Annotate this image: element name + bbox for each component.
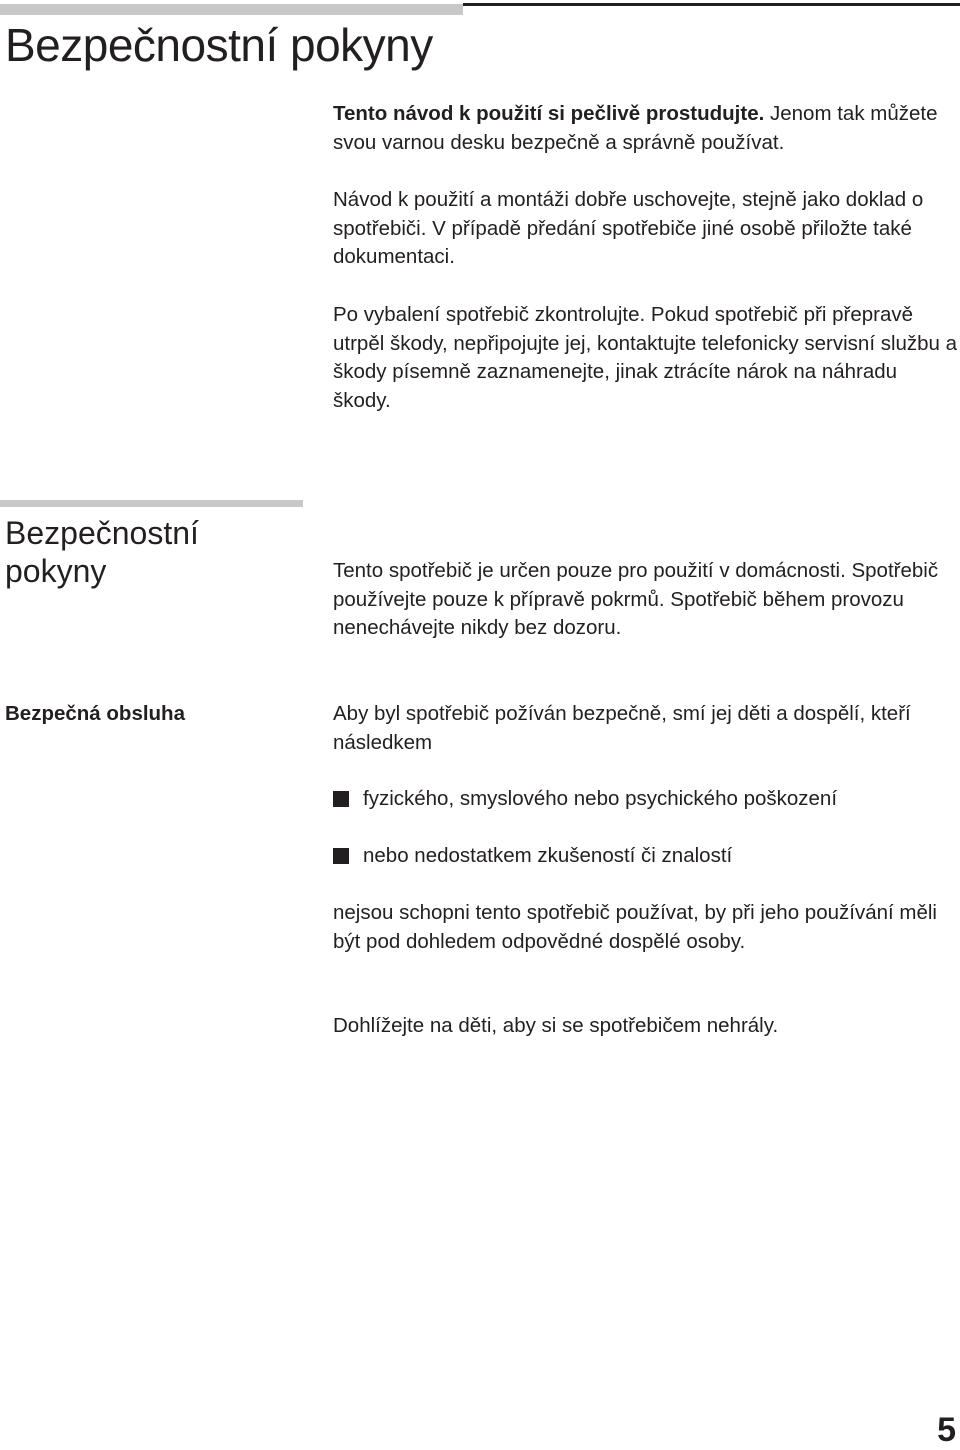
bullet-item xyxy=(333,842,732,870)
safe-operation-label: Bezpečná obsluha xyxy=(5,702,185,725)
square-bullet-icon xyxy=(333,791,349,807)
page-title: Bezpečnostní pokyny xyxy=(5,19,433,71)
header-rule-gray xyxy=(0,4,463,15)
intro-paragraph-2: Návod k použití a montáži dobře uschovejte, stejně jako doklad o spotřebiči. V případě předání spotřebiče jiné osobě přiložte také dokumentaci. xyxy=(333,188,924,268)
bullet-text: nebo nedostatkem zkušeností či znalostí xyxy=(363,844,733,867)
safe-operation-paragraph-3: Dohlížejte na děti, aby si se spotřebičem nehrály. xyxy=(333,1014,779,1037)
safe-operation-paragraph-2: nejsou schopni tento spotřebič používat, by při jeho používání měli být pod dohledem odpovědné dospělé osoby. xyxy=(333,901,937,953)
square-bullet-icon xyxy=(333,848,349,864)
bullet-text: fyzického, smyslového nebo psychického poškození xyxy=(363,787,838,810)
intro-rest-text: Jenom tak můžete svou varnou desku bezpečně a správně používat. xyxy=(333,102,938,154)
section-rule xyxy=(0,500,303,507)
safe-operation-paragraph-1: Aby byl spotřebič požíván bezpečně, smí jej děti a dospělí, kteří následkem xyxy=(333,702,911,754)
section-heading: Bezpečnostní pokyny xyxy=(5,515,199,589)
intro-paragraph-1 xyxy=(333,100,958,157)
page-number: 5 xyxy=(937,1411,956,1449)
intro-paragraph-3: Po vybalení spotřebič zkontrolujte. Pokud spotřebič při přepravě utrpěl škody, nepřipojujte jej, kontaktujte telefonicky servisní službu a škody písemně zaznamenejte, jinak ztrácíte nárok na náhradu škody. xyxy=(333,303,958,412)
header-rule-black xyxy=(463,3,960,6)
intro-bold-sentence: Tento návod k použití si pečlivě prostudujte. xyxy=(333,102,765,125)
bullet-item xyxy=(333,785,837,813)
section-paragraph: Tento spotřebič je určen pouze pro použití v domácnosti. Spotřebič používejte pouze k přípravě pokrmů. Spotřebič během provozu nenechávejte nikdy bez dozoru. xyxy=(333,559,939,639)
